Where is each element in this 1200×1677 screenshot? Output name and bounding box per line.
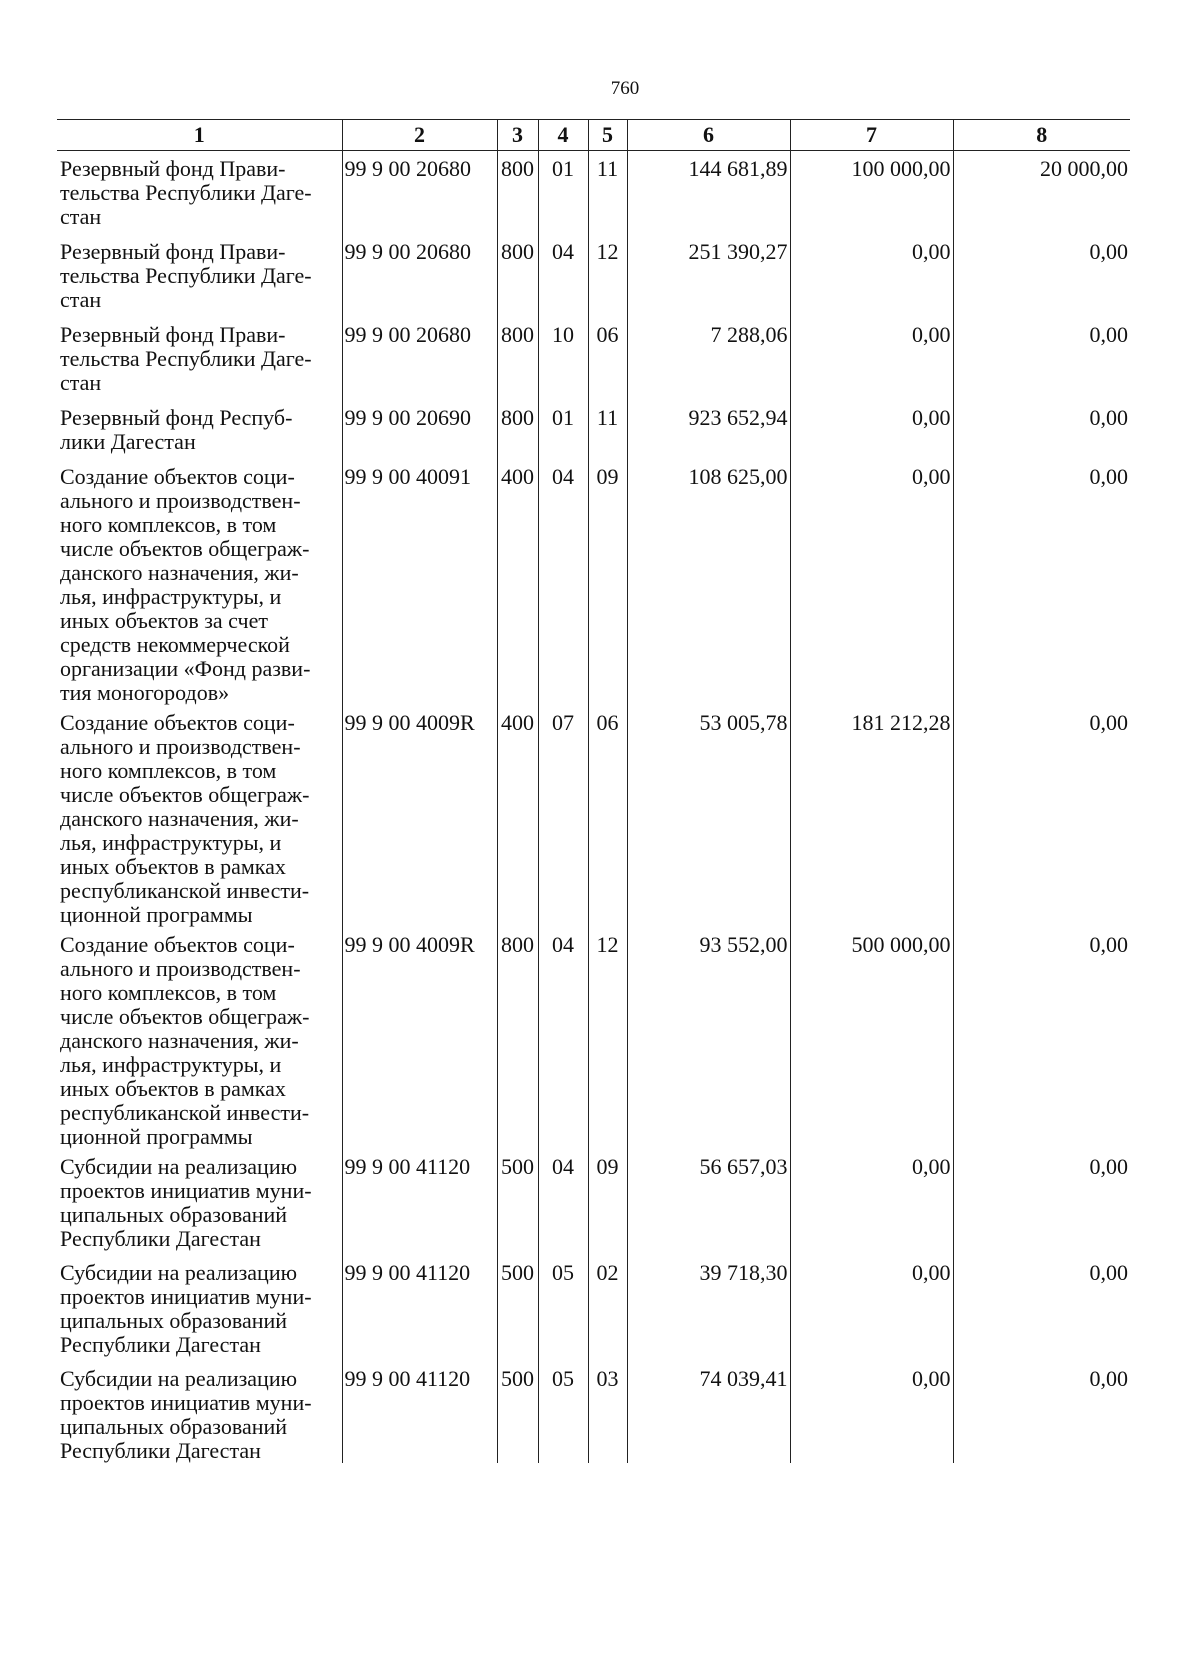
row-name xyxy=(57,151,342,234)
row-col-3: 500 xyxy=(497,1149,538,1255)
table-row xyxy=(57,1149,1130,1255)
row-name xyxy=(57,400,342,459)
row-name xyxy=(57,705,342,927)
row-code: 99 9 00 41120 xyxy=(342,1361,497,1463)
row-col-6: 56 657,03 xyxy=(627,1149,790,1255)
row-code: 99 9 00 4009R xyxy=(342,705,497,927)
row-col-5: 06 xyxy=(588,317,627,400)
row-code: 99 9 00 41120 xyxy=(342,1255,497,1361)
row-col-3: 800 xyxy=(497,927,538,1149)
row-col-6: 53 005,78 xyxy=(627,705,790,927)
row-code: 99 9 00 41120 xyxy=(342,1149,497,1255)
row-name-text: Субсидии на реализацию проектов инициатив муни- ципальных образований Республики Дагестан xyxy=(60,1153,312,1251)
budget-table-container xyxy=(57,119,1130,1463)
row-name-text: Создание объектов соци- ального и производствен- ного комплексов, в том числе объектов общеграж- данского назначения, жи- лья, инфраструктуры, и иных объектов за счет средств некоммерческой организации «Фонд разви- тия моногородов» xyxy=(60,463,311,705)
row-col-6: 923 652,94 xyxy=(627,400,790,459)
row-name xyxy=(57,927,342,1149)
row-name-text: Субсидии на реализацию проектов инициатив муни- ципальных образований Республики Дагестан xyxy=(60,1259,312,1357)
row-col-6: 144 681,89 xyxy=(627,151,790,234)
header-row xyxy=(57,120,1130,151)
row-col-5: 12 xyxy=(588,927,627,1149)
row-col-4: 01 xyxy=(538,151,588,234)
table-row xyxy=(57,927,1130,1149)
row-col-7: 0,00 xyxy=(790,400,953,459)
row-code: 99 9 00 40091 xyxy=(342,459,497,705)
row-col-5: 06 xyxy=(588,705,627,927)
row-name-text: Резервный фонд Респуб- лики Дагестан xyxy=(60,404,293,454)
table-row xyxy=(57,317,1130,400)
header-col-7: 7 xyxy=(790,120,953,151)
row-col-4: 04 xyxy=(538,1149,588,1255)
header-col-5: 5 xyxy=(588,120,627,151)
row-col-4: 10 xyxy=(538,317,588,400)
row-col-8: 0,00 xyxy=(953,705,1130,927)
row-col-7: 181 212,28 xyxy=(790,705,953,927)
row-col-7: 0,00 xyxy=(790,1361,953,1463)
row-col-7: 0,00 xyxy=(790,234,953,317)
row-name-text: Резервный фонд Прави- тельства Республики Даге- стан xyxy=(60,238,312,312)
row-code: 99 9 00 20680 xyxy=(342,317,497,400)
budget-table xyxy=(57,119,1130,1463)
row-col-5: 11 xyxy=(588,400,627,459)
row-name xyxy=(57,459,342,705)
row-col-8: 0,00 xyxy=(953,1149,1130,1255)
table-row xyxy=(57,1361,1130,1463)
row-code: 99 9 00 20690 xyxy=(342,400,497,459)
row-name-text: Создание объектов соци- ального и производствен- ного комплексов, в том числе объектов общеграж- данского назначения, жи- лья, инфраструктуры, и иных объектов в рамках республиканской инвести- ционной программы xyxy=(60,709,310,927)
row-col-4: 05 xyxy=(538,1255,588,1361)
row-col-7: 0,00 xyxy=(790,1149,953,1255)
row-col-5: 11 xyxy=(588,151,627,234)
row-col-8: 0,00 xyxy=(953,317,1130,400)
row-col-8: 0,00 xyxy=(953,459,1130,705)
row-col-5: 09 xyxy=(588,459,627,705)
row-col-3: 800 xyxy=(497,151,538,234)
row-col-3: 400 xyxy=(497,459,538,705)
row-col-5: 09 xyxy=(588,1149,627,1255)
row-col-6: 39 718,30 xyxy=(627,1255,790,1361)
row-col-8: 0,00 xyxy=(953,1361,1130,1463)
row-col-3: 800 xyxy=(497,400,538,459)
row-col-3: 800 xyxy=(497,317,538,400)
row-col-4: 04 xyxy=(538,234,588,317)
header-col-8: 8 xyxy=(953,120,1130,151)
row-name xyxy=(57,234,342,317)
row-col-4: 05 xyxy=(538,1361,588,1463)
header-col-4: 4 xyxy=(538,120,588,151)
row-code: 99 9 00 4009R xyxy=(342,927,497,1149)
row-col-8: 0,00 xyxy=(953,927,1130,1149)
row-col-4: 07 xyxy=(538,705,588,927)
row-col-4: 01 xyxy=(538,400,588,459)
header-col-3: 3 xyxy=(497,120,538,151)
row-name xyxy=(57,317,342,400)
row-col-5: 02 xyxy=(588,1255,627,1361)
row-col-7: 500 000,00 xyxy=(790,927,953,1149)
table-row xyxy=(57,459,1130,705)
header-col-1: 1 xyxy=(57,120,342,151)
table-row xyxy=(57,705,1130,927)
page-number: 760 xyxy=(610,78,640,99)
row-name xyxy=(57,1255,342,1361)
row-name-text: Субсидии на реализацию проектов инициатив муни- ципальных образований Республики Дагестан xyxy=(60,1365,312,1463)
row-col-6: 108 625,00 xyxy=(627,459,790,705)
row-col-4: 04 xyxy=(538,927,588,1149)
row-col-6: 7 288,06 xyxy=(627,317,790,400)
row-col-7: 0,00 xyxy=(790,1255,953,1361)
header-col-2: 2 xyxy=(342,120,497,151)
row-code: 99 9 00 20680 xyxy=(342,234,497,317)
row-col-8: 0,00 xyxy=(953,234,1130,317)
row-col-7: 100 000,00 xyxy=(790,151,953,234)
row-name-text: Создание объектов соци- ального и производствен- ного комплексов, в том числе объектов общеграж- данского назначения, жи- лья, инфраструктуры, и иных объектов в рамках республиканской инвести- ционной программы xyxy=(60,931,310,1149)
row-col-6: 74 039,41 xyxy=(627,1361,790,1463)
row-col-3: 400 xyxy=(497,705,538,927)
row-col-8: 0,00 xyxy=(953,1255,1130,1361)
row-col-3: 500 xyxy=(497,1361,538,1463)
row-name xyxy=(57,1149,342,1255)
row-name-text: Резервный фонд Прави- тельства Республики Даге- стан xyxy=(60,156,312,229)
row-col-3: 500 xyxy=(497,1255,538,1361)
row-col-6: 93 552,00 xyxy=(627,927,790,1149)
row-col-5: 03 xyxy=(588,1361,627,1463)
table-header xyxy=(57,120,1130,151)
row-col-7: 0,00 xyxy=(790,459,953,705)
header-col-6: 6 xyxy=(627,120,790,151)
row-col-5: 12 xyxy=(588,234,627,317)
row-col-8: 20 000,00 xyxy=(953,151,1130,234)
row-col-6: 251 390,27 xyxy=(627,234,790,317)
row-col-8: 0,00 xyxy=(953,400,1130,459)
table-body xyxy=(57,151,1130,1463)
row-name-text: Резервный фонд Прави- тельства Республики Даге- стан xyxy=(60,321,312,395)
table-row xyxy=(57,151,1130,234)
row-col-7: 0,00 xyxy=(790,317,953,400)
row-code: 99 9 00 20680 xyxy=(342,151,497,234)
table-row xyxy=(57,400,1130,459)
table-row xyxy=(57,234,1130,317)
row-col-4: 04 xyxy=(538,459,588,705)
row-name xyxy=(57,1361,342,1463)
row-col-3: 800 xyxy=(497,234,538,317)
table-row xyxy=(57,1255,1130,1361)
